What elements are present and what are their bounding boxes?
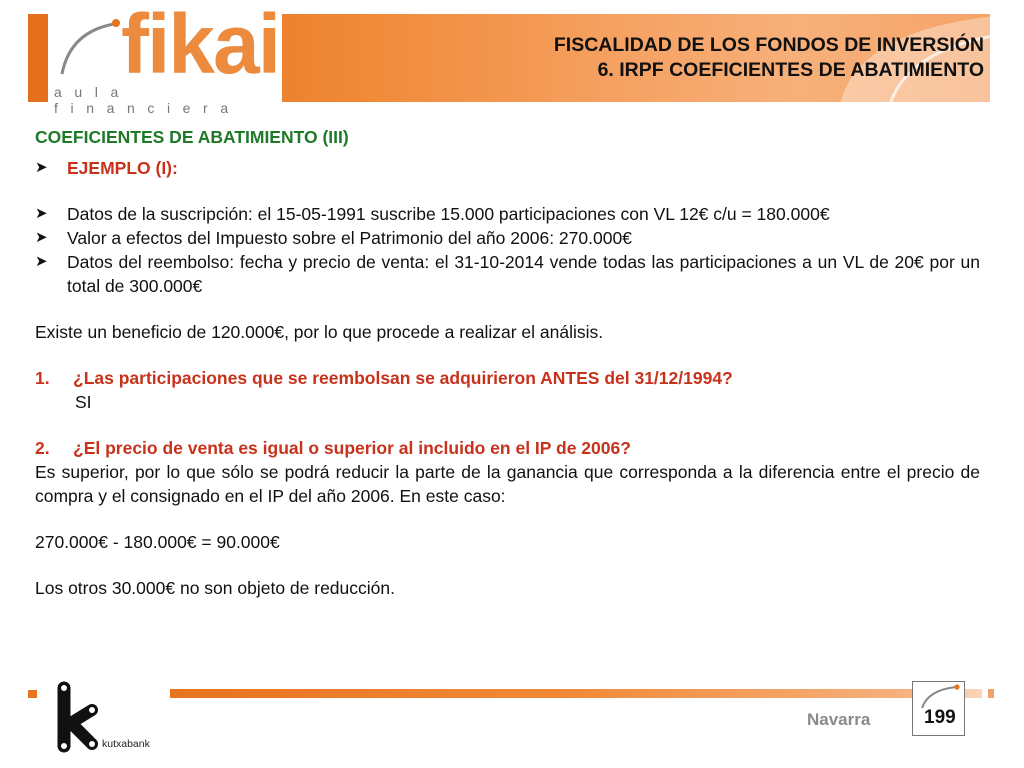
question-1-answer: SI <box>75 392 92 412</box>
fikai-logo <box>48 0 282 116</box>
region-label: Navarra <box>807 710 871 729</box>
bank-name: kutxabank <box>102 738 150 750</box>
closing-text: Los otros 30.000€ no son objeto de reducción. <box>35 578 395 598</box>
example-label: EJEMPLO (I): <box>67 158 178 178</box>
list-item <box>35 202 980 226</box>
arrow-bullet-icon: ➤ <box>35 229 48 246</box>
section-title: COEFICIENTES DE ABATIMIENTO (III) <box>35 127 349 147</box>
kutxabank-k-icon <box>50 680 102 756</box>
question-2-number: 2. <box>35 438 50 458</box>
benefit-text: Existe un beneficio de 120.000€, por lo que procede a realizar el análisis. <box>35 322 604 342</box>
question-2 <box>35 436 980 460</box>
arrow-bullet-icon: ➤ <box>35 253 48 270</box>
bullet-text: Datos de la suscripción: el 15-05-1991 suscribe 15.000 participaciones con VL 12€ c/u = 180.000€ <box>67 204 830 224</box>
footer-square-right <box>988 689 994 698</box>
header-left-stripe <box>28 14 48 102</box>
list-item <box>35 226 980 250</box>
arrow-bullet-icon: ➤ <box>35 205 48 222</box>
example-heading <box>35 156 980 180</box>
arrow-bullet-icon: ➤ <box>35 159 48 176</box>
question-1-text: ¿Las participaciones que se reembolsan se adquirieron ANTES del 31/12/1994? <box>73 368 733 388</box>
bullet-text: Valor a efectos del Impuesto sobre el Patrimonio del año 2006: 270.000€ <box>67 228 632 248</box>
footer-square <box>28 690 37 698</box>
bullet-text: Datos del reembolso: fecha y precio de venta: el 31-10-2014 vende todas las participaciones a un VL de 20€ por un total de 300.000€ <box>67 252 980 296</box>
logo-wordmark: fikai <box>121 0 280 91</box>
calculation: 270.000€ - 180.000€ = 90.000€ <box>35 532 280 552</box>
question-2-explanation: Es superior, por lo que sólo se podrá reducir la parte de la ganancia que corresponda a la diferencia entre el precio de compra y el consignado en el IP del año 2006. En este caso: <box>35 462 980 506</box>
question-2-text: ¿El precio de venta es igual o superior al incluido en el IP de 2006? <box>73 438 631 458</box>
list-item <box>35 250 980 298</box>
footer-band <box>170 689 982 698</box>
title-line-2: 6. IRPF COEFICIENTES DE ABATIMIENTO <box>597 59 984 81</box>
slide-content <box>35 125 980 600</box>
title-line-1: FISCALIDAD DE LOS FONDOS DE INVERSIÓN <box>553 34 984 56</box>
question-1 <box>35 366 980 390</box>
question-1-number: 1. <box>35 368 50 388</box>
page-number: 199 <box>924 707 956 728</box>
fikai-arc-icon <box>56 16 126 78</box>
logo-subtitle: aula financiera <box>54 84 241 116</box>
page-title <box>554 33 984 83</box>
